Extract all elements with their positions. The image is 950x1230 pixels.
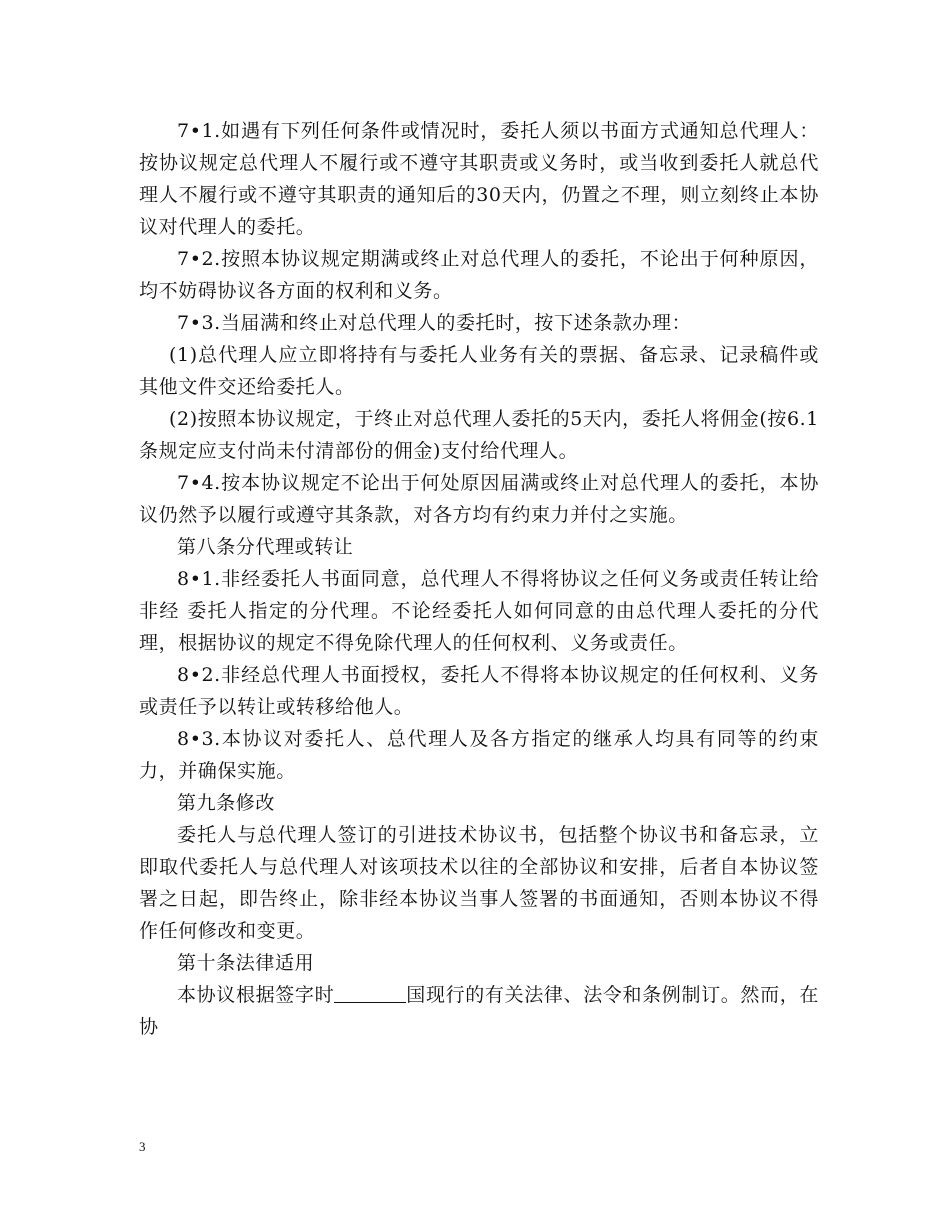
clause-7-3-item-2: (2)按照本协议规定，于终止对总代理人委托的5天内，委托人将佣金(按6.1条规定应支付尚未付清部份的佣金)支付给代理人。 [139, 408, 819, 462]
clause-7-1: 7•1.如遇有下列任何条件或情况时，委托人须以书面方式通知总代理人：按协议规定总代理人不履行或不遵守其职责或义务时，或当收到委托人就总代理人不履行或不遵守其职责的通知后的30天内，仍置之不理，则立刻终止本协议对代理人的委托。 [139, 120, 819, 238]
clause-7-2: 7•2.按照本协议规定期满或终止对总代理人的委托，不论出于何种原因，均不妨碍协议各方面的权利和义务。 [139, 248, 819, 302]
clause-7-3: 7•3.当届满和终止对总代理人的委托时，按下述条款办理： [177, 312, 692, 334]
article-10-heading: 第十条法律适用 [177, 952, 315, 974]
article-10-text-after-blank: 国现行的有关法律、法令和条例制订。然而，在协 [139, 984, 819, 1038]
clause-8-2: 8•2.非经总代理人书面授权，委托人不得将本协议规定的任何权利、义务或责任予以转让或转移给他人。 [139, 664, 819, 718]
fill-in-blank [334, 984, 406, 1003]
article-10-text-before-blank: 本协议根据签字时 [177, 984, 335, 1006]
clause-7-4: 7•4.按本协议规定不论出于何处原因届满或终止对总代理人的委托，本协议仍然予以履行或遵守其条款，对各方均有约束力并付之实施。 [139, 472, 819, 526]
document-body [139, 115, 819, 1043]
clause-8-3: 8•3.本协议对委托人、总代理人及各方指定的继承人均具有同等的约束力，并确保实施。 [139, 728, 819, 782]
clause-7-3-item-1: (1)总代理人应立即将持有与委托人业务有关的票据、备忘录、记录稿件或其他文件交还给委托人。 [139, 344, 819, 398]
article-8-heading: 第八条分代理或转让 [177, 536, 354, 558]
article-9-body: 委托人与总代理人签订的引进技术协议书，包括整个协议书和备忘录，立即取代委托人与总代理人对该项技术以往的全部协议和安排，后者自本协议签署之日起，即告终止，除非经本协议当事人签署的书面通知，否则本协议不得作任何修改和变更。 [139, 824, 819, 942]
clause-8-1: 8•1.非经委托人书面同意，总代理人不得将协议之任何义务或责任转让给非经 委托人指定的分代理。不论经委托人如何同意的由总代理人委托的分代理，根据协议的规定不得免除代理人的任何权利、义务或责任。 [139, 568, 819, 654]
page-number: 3 [139, 1139, 146, 1154]
article-9-heading: 第九条修改 [177, 792, 276, 814]
article-10-body [139, 979, 819, 1043]
